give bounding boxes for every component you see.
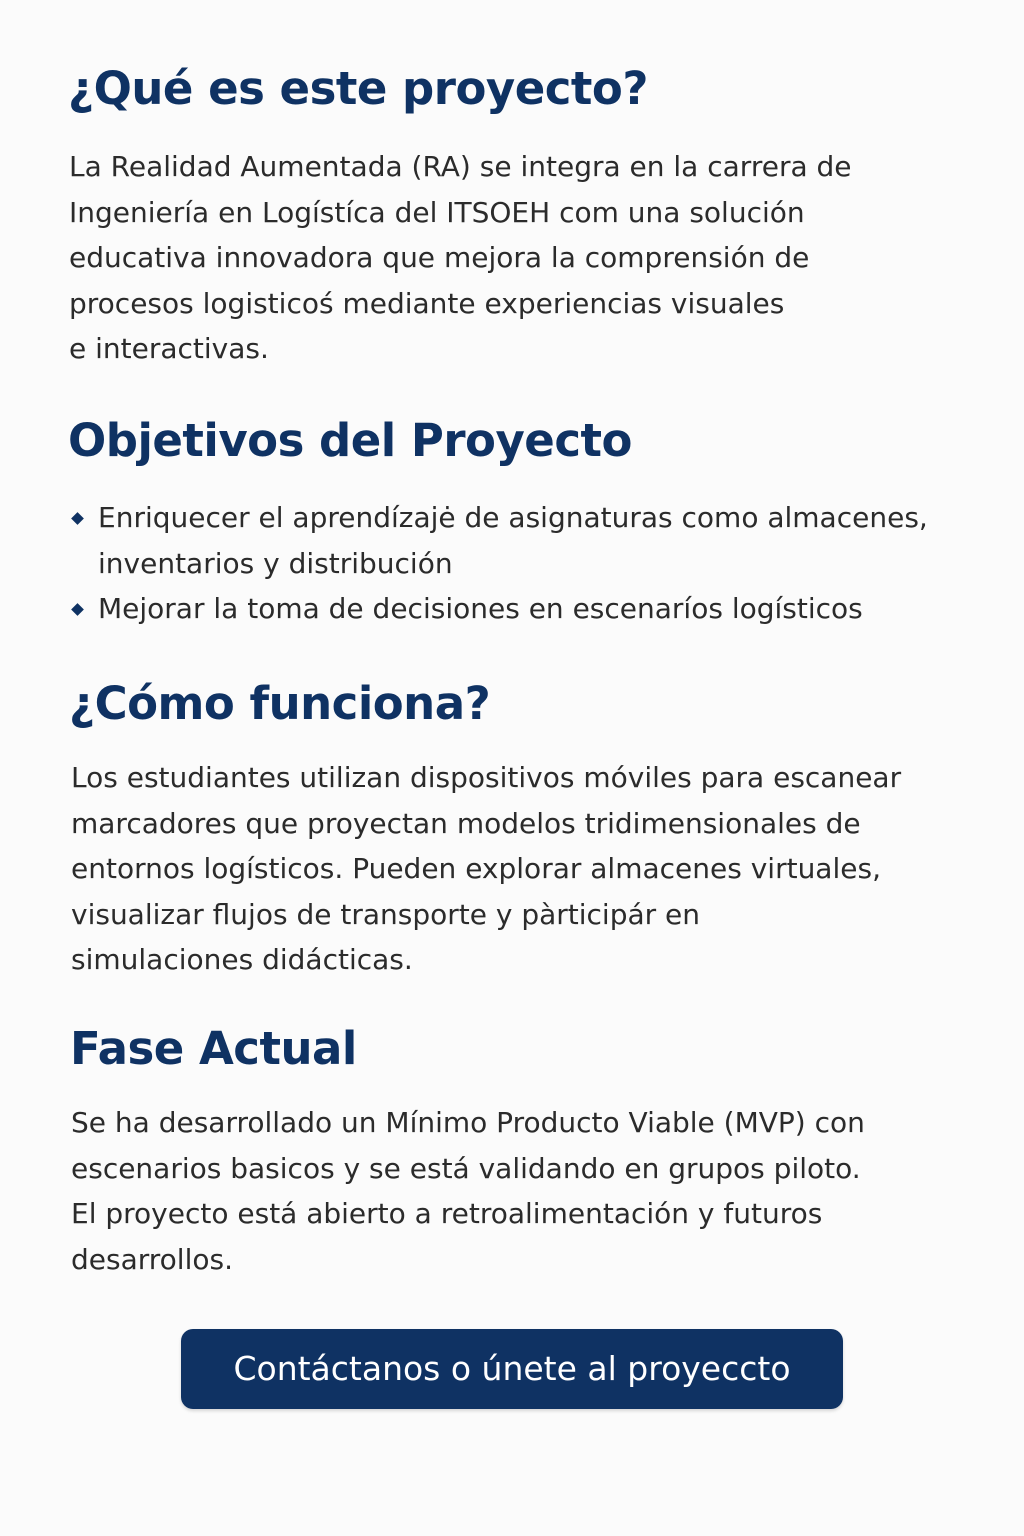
phase-line: El proyecto está abierto a retroalimentación y futuros [71,1197,823,1230]
objectives-list [70,495,928,632]
how-line: Los estudiantes utilizan dispositivos móviles para escanear [71,761,902,794]
about-heading: ¿Qué es este proyecto? [68,62,648,115]
list-item [70,495,928,586]
objective-line: Mejorar la toma de decisiones en escenaríos logísticos [98,592,863,625]
about-line: procesos logisticoś mediante experiencias visuales [69,286,785,320]
diamond-bullet-icon [71,603,84,616]
phase-paragraph [71,1100,865,1282]
objective-line: Enriquecer el aprendízajė de asignaturas como almacenes, [98,501,928,534]
phase-heading: Fase Actual [70,1022,357,1075]
phase-line: Se ha desarrollado un Mínimo Producto Viable (MVP) con [71,1106,865,1139]
contact-join-button[interactable]: Contáctanos o únete al proyeccto [181,1329,843,1409]
how-paragraph [71,755,901,983]
phase-line: desarrollos. [71,1242,233,1276]
diamond-bullet-icon [71,512,84,525]
list-item [70,586,928,632]
objective-line: inventarios y distribución [98,546,453,580]
phase-line: escenarios basicos y se está validando en grupos piloto. [71,1151,861,1185]
about-line: e interactivas. [69,332,269,365]
how-line: simulaciones didácticas. [71,943,413,976]
about-line: La Realidad Aumentada (RA) se integra en la carrera de [69,150,852,183]
how-line: visualizar flujos de transporte y pàrticipár en [71,897,701,931]
about-line: Ingeniería en Logístíca del ITSOEH com una solución [69,195,805,229]
about-line: educativa innovadora que mejora la comprensión de [69,241,810,274]
about-paragraph [69,144,852,372]
how-line: entornos logísticos. Pueden explorar almacenes virtuales, [71,852,881,885]
objectives-heading: Objetivos del Proyecto [68,414,632,467]
how-heading: ¿Cómo funciona? [69,677,491,730]
how-line: marcadores que proyectan modelos tridimensionales de [71,806,861,840]
